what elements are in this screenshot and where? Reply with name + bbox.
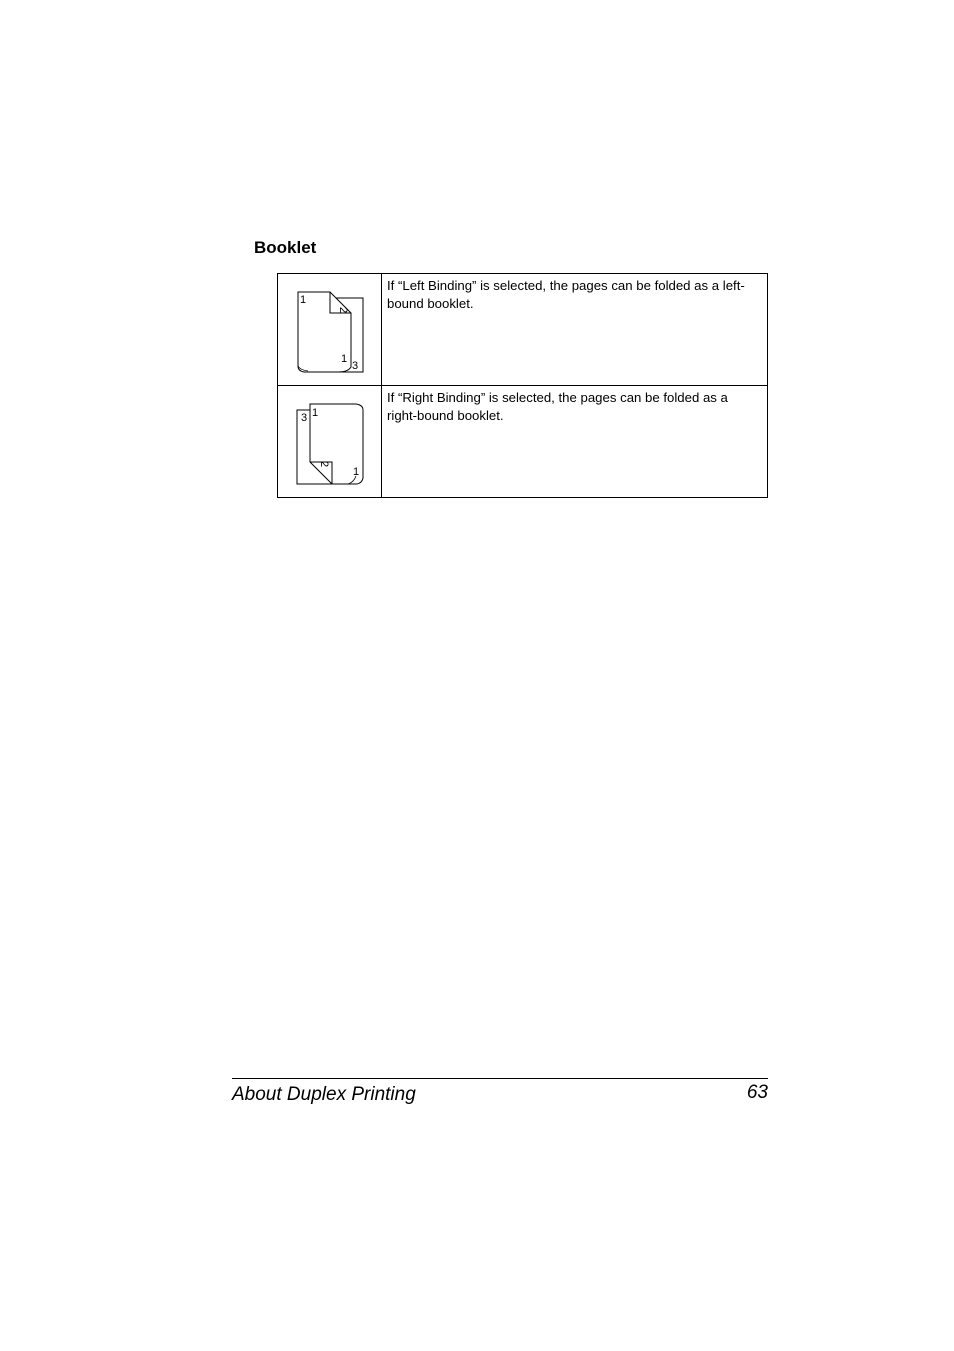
left-binding-booklet-icon <box>278 274 381 385</box>
footer-chapter-title: About Duplex Printing <box>232 1084 416 1105</box>
right-binding-description: If “Right Binding” is selected, the pages can be folded as a right-bound booklet. <box>382 386 768 498</box>
page-number-label: 1 <box>312 407 319 419</box>
booklet-options-table <box>277 273 768 498</box>
page-number-label: 2 <box>318 461 330 468</box>
page-number-label: 1 <box>341 353 348 365</box>
page-number-label: 1 <box>300 294 307 306</box>
section-heading: Booklet <box>254 238 317 257</box>
table-row-left-binding <box>278 274 768 386</box>
left-binding-description: If “Left Binding” is selected, the pages can be folded as a left-bound booklet. <box>382 274 768 386</box>
page-number-label: 1 <box>353 466 360 478</box>
footer-divider <box>232 1078 768 1079</box>
page-number-label: 3 <box>352 360 359 372</box>
page-number-label: 3 <box>301 412 308 424</box>
table-row-right-binding <box>278 386 768 498</box>
page-number-label: 2 <box>337 307 349 314</box>
left-binding-illustration-cell <box>278 274 382 386</box>
footer-page-number: 63 <box>746 1082 768 1103</box>
right-binding-booklet-icon <box>278 386 381 497</box>
right-binding-illustration-cell <box>278 386 382 498</box>
